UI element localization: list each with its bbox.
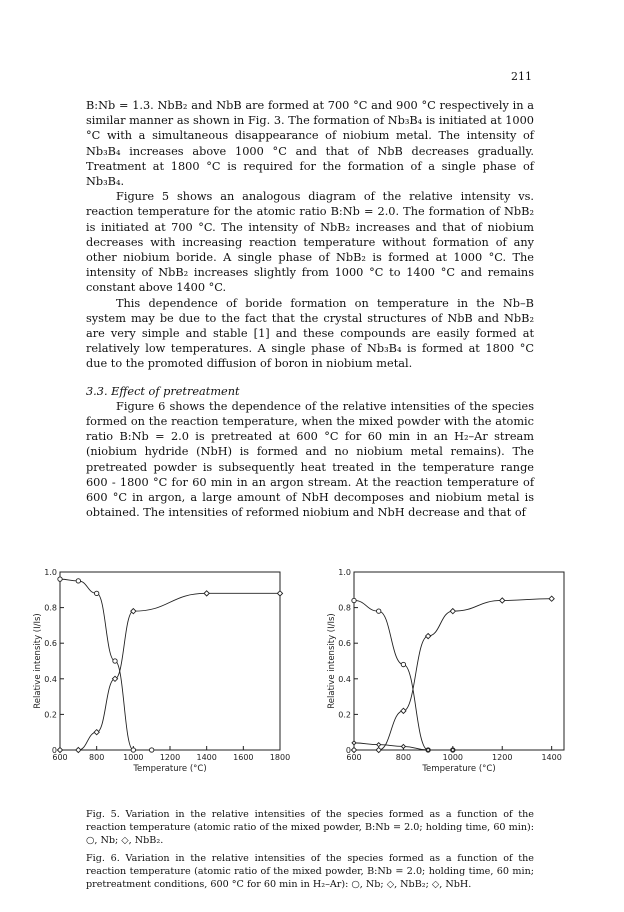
y-tick-label: 1.0 <box>44 568 57 577</box>
caption-fig5: Fig. 5. Variation in the relative intensities of the species formed as a function of the reaction temperature (atomic ratio of the mixed powder, B:Nb = 2.0; holding time, 60 min): ○, Nb; ◇, NbB₂. <box>86 809 534 846</box>
x-tick-label: 1600 <box>233 753 254 762</box>
series-line-0 <box>60 579 152 750</box>
data-point-nb <box>113 659 117 663</box>
page-number: 211 <box>511 70 532 83</box>
y-tick-label: 0 <box>345 746 351 755</box>
y-tick-label: 0.8 <box>338 603 351 613</box>
data-point-nbb2 <box>351 747 356 752</box>
data-point-nb <box>76 579 80 583</box>
caption-fig6: Fig. 6. Variation in the relative intensities of the species formed as a function of the reaction temperature (atomic ratio of the mixed powder, B:Nb = 2.0; holding time, 60 min; pretreatment conditions, 600 °C for 60 min in H₂–Ar): ○, Nb; ◇, NbB₂; ◇, NbH. <box>86 853 534 890</box>
chart-fig6 <box>327 568 564 774</box>
y-tick-label: 0.4 <box>44 674 57 684</box>
x-tick-label: 1200 <box>492 753 513 762</box>
y-tick-label: 0.6 <box>44 639 57 649</box>
data-point-nbb2 <box>376 747 381 752</box>
charts <box>33 560 600 800</box>
data-point-nb <box>149 748 153 752</box>
y-tick-label: 0.2 <box>44 710 57 720</box>
x-tick-label: 600 <box>52 753 68 762</box>
paragraph-2: Figure 5 shows an analogous diagram of the relative intensity vs. reaction temperature for the atomic ratio B:Nb = 2.0. The formation of NbB₂ is initiated at 700 °C. The intensity of NbB₂ increases and that of niobium decreases with increasing reaction temperature without formation of any other niobium boride. A single phase of NbB₂ is formed at 1000 °C. The intensity of NbB₂ increases slightly from 1000 °C to 1400 °C and remains constant above 1400 °C. <box>86 190 534 295</box>
x-tick-label: 1800 <box>269 753 291 762</box>
x-tick-label: 600 <box>346 753 362 762</box>
data-point-nbb2 <box>401 708 406 713</box>
paragraph-4: Figure 6 shows the dependence of the relative intensities of the species formed on the reaction temperature, when the mixed powder with the atomic ratio B:Nb = 2.0 is pretreated at 600 °C for 60 min in an H₂–Ar stream (niobium hydride (NbH) is formed and no niobium metal remains). The pretreated powder is subsequently heat treated in the temperature range 600 - 1800 °C for 60 min in an argon stream. At the reaction temperature of 600 °C in argon, a large amount of NbH decomposes and niobium metal is obtained. The intensities of reformed niobium and NbH decrease and that of <box>86 399 534 520</box>
x-tick-label: 800 <box>89 753 105 762</box>
data-point-nbb2 <box>57 747 62 752</box>
section-heading: 3.3. Effect of pretreatment <box>86 384 240 398</box>
data-point-nbb2 <box>112 676 117 681</box>
series-line-0 <box>354 600 453 750</box>
y-axis-label: Relative intensity (I/Is) <box>33 613 43 709</box>
data-point-nbb2 <box>426 633 431 638</box>
x-axis-label: Temperature (°C) <box>133 764 207 774</box>
data-point-nbb2 <box>450 609 455 614</box>
x-axis-label: Temperature (°C) <box>422 764 496 774</box>
data-point-nbb2 <box>204 591 209 596</box>
data-point-nbb2 <box>277 591 282 596</box>
y-tick-label: 0.6 <box>338 639 351 649</box>
data-point-nbb2 <box>500 598 505 603</box>
x-tick-label: 1400 <box>541 753 562 762</box>
series-line-1 <box>60 593 280 750</box>
series-line-1 <box>354 599 552 750</box>
data-point-nbb2 <box>549 596 554 601</box>
x-tick-label: 800 <box>395 753 412 762</box>
x-tick-label: 1000 <box>442 753 464 762</box>
plot-frame <box>60 572 280 750</box>
paragraph-1: B:Nb = 1.3. NbB₂ and NbB are formed at 700 °C and 900 °C respectively in a similar manner as shown in Fig. 3. The formation of Nb₃B₄ is initiated at 1000 °C with a simultaneous disappearance of niobium metal. The intensity of Nb₃B₄ increases above 1000 °C and that of NbB decreases gradually. Treatment at 1800 °C is required for the formation of a single phase of Nb₃B₄. <box>86 99 534 189</box>
y-tick-label: 0.8 <box>44 603 57 613</box>
paragraph-3: This dependence of boride formation on temperature in the Nb–B system may be due to the fact that the crystal structures of NbB and NbB₂ are very simple and stable [1] and these compounds are easily formed at relatively low temperatures. A single phase of Nb₃B₄ is formed at 1800 °C due to the promoted diffusion of boron in niobium metal. <box>86 296 534 371</box>
x-tick-label: 1200 <box>159 753 181 762</box>
body-text <box>86 98 534 520</box>
data-point-nb <box>352 598 356 602</box>
x-tick-label: 1400 <box>196 753 217 762</box>
y-tick-label: 1.0 <box>338 568 351 577</box>
chart-fig5 <box>33 568 290 774</box>
data-point-nb <box>58 577 62 581</box>
data-point-nb <box>377 609 381 613</box>
y-tick-label: 0.2 <box>338 710 351 720</box>
y-tick-label: 0.4 <box>338 674 351 684</box>
y-axis-label: Relative intensity (I/Is) <box>327 613 337 709</box>
data-point-nb <box>131 748 135 752</box>
data-point-nbh <box>401 744 405 748</box>
data-point-nb <box>401 662 405 666</box>
x-tick-label: 1000 <box>123 753 144 762</box>
y-tick-label: 0 <box>51 746 57 755</box>
data-point-nbh <box>377 743 381 747</box>
data-point-nbb2 <box>76 747 81 752</box>
data-point-nb <box>94 591 98 595</box>
data-point-nbh <box>352 741 356 745</box>
data-point-nbb2 <box>94 730 99 735</box>
data-point-nbb2 <box>131 609 136 614</box>
plot-frame <box>354 572 564 750</box>
